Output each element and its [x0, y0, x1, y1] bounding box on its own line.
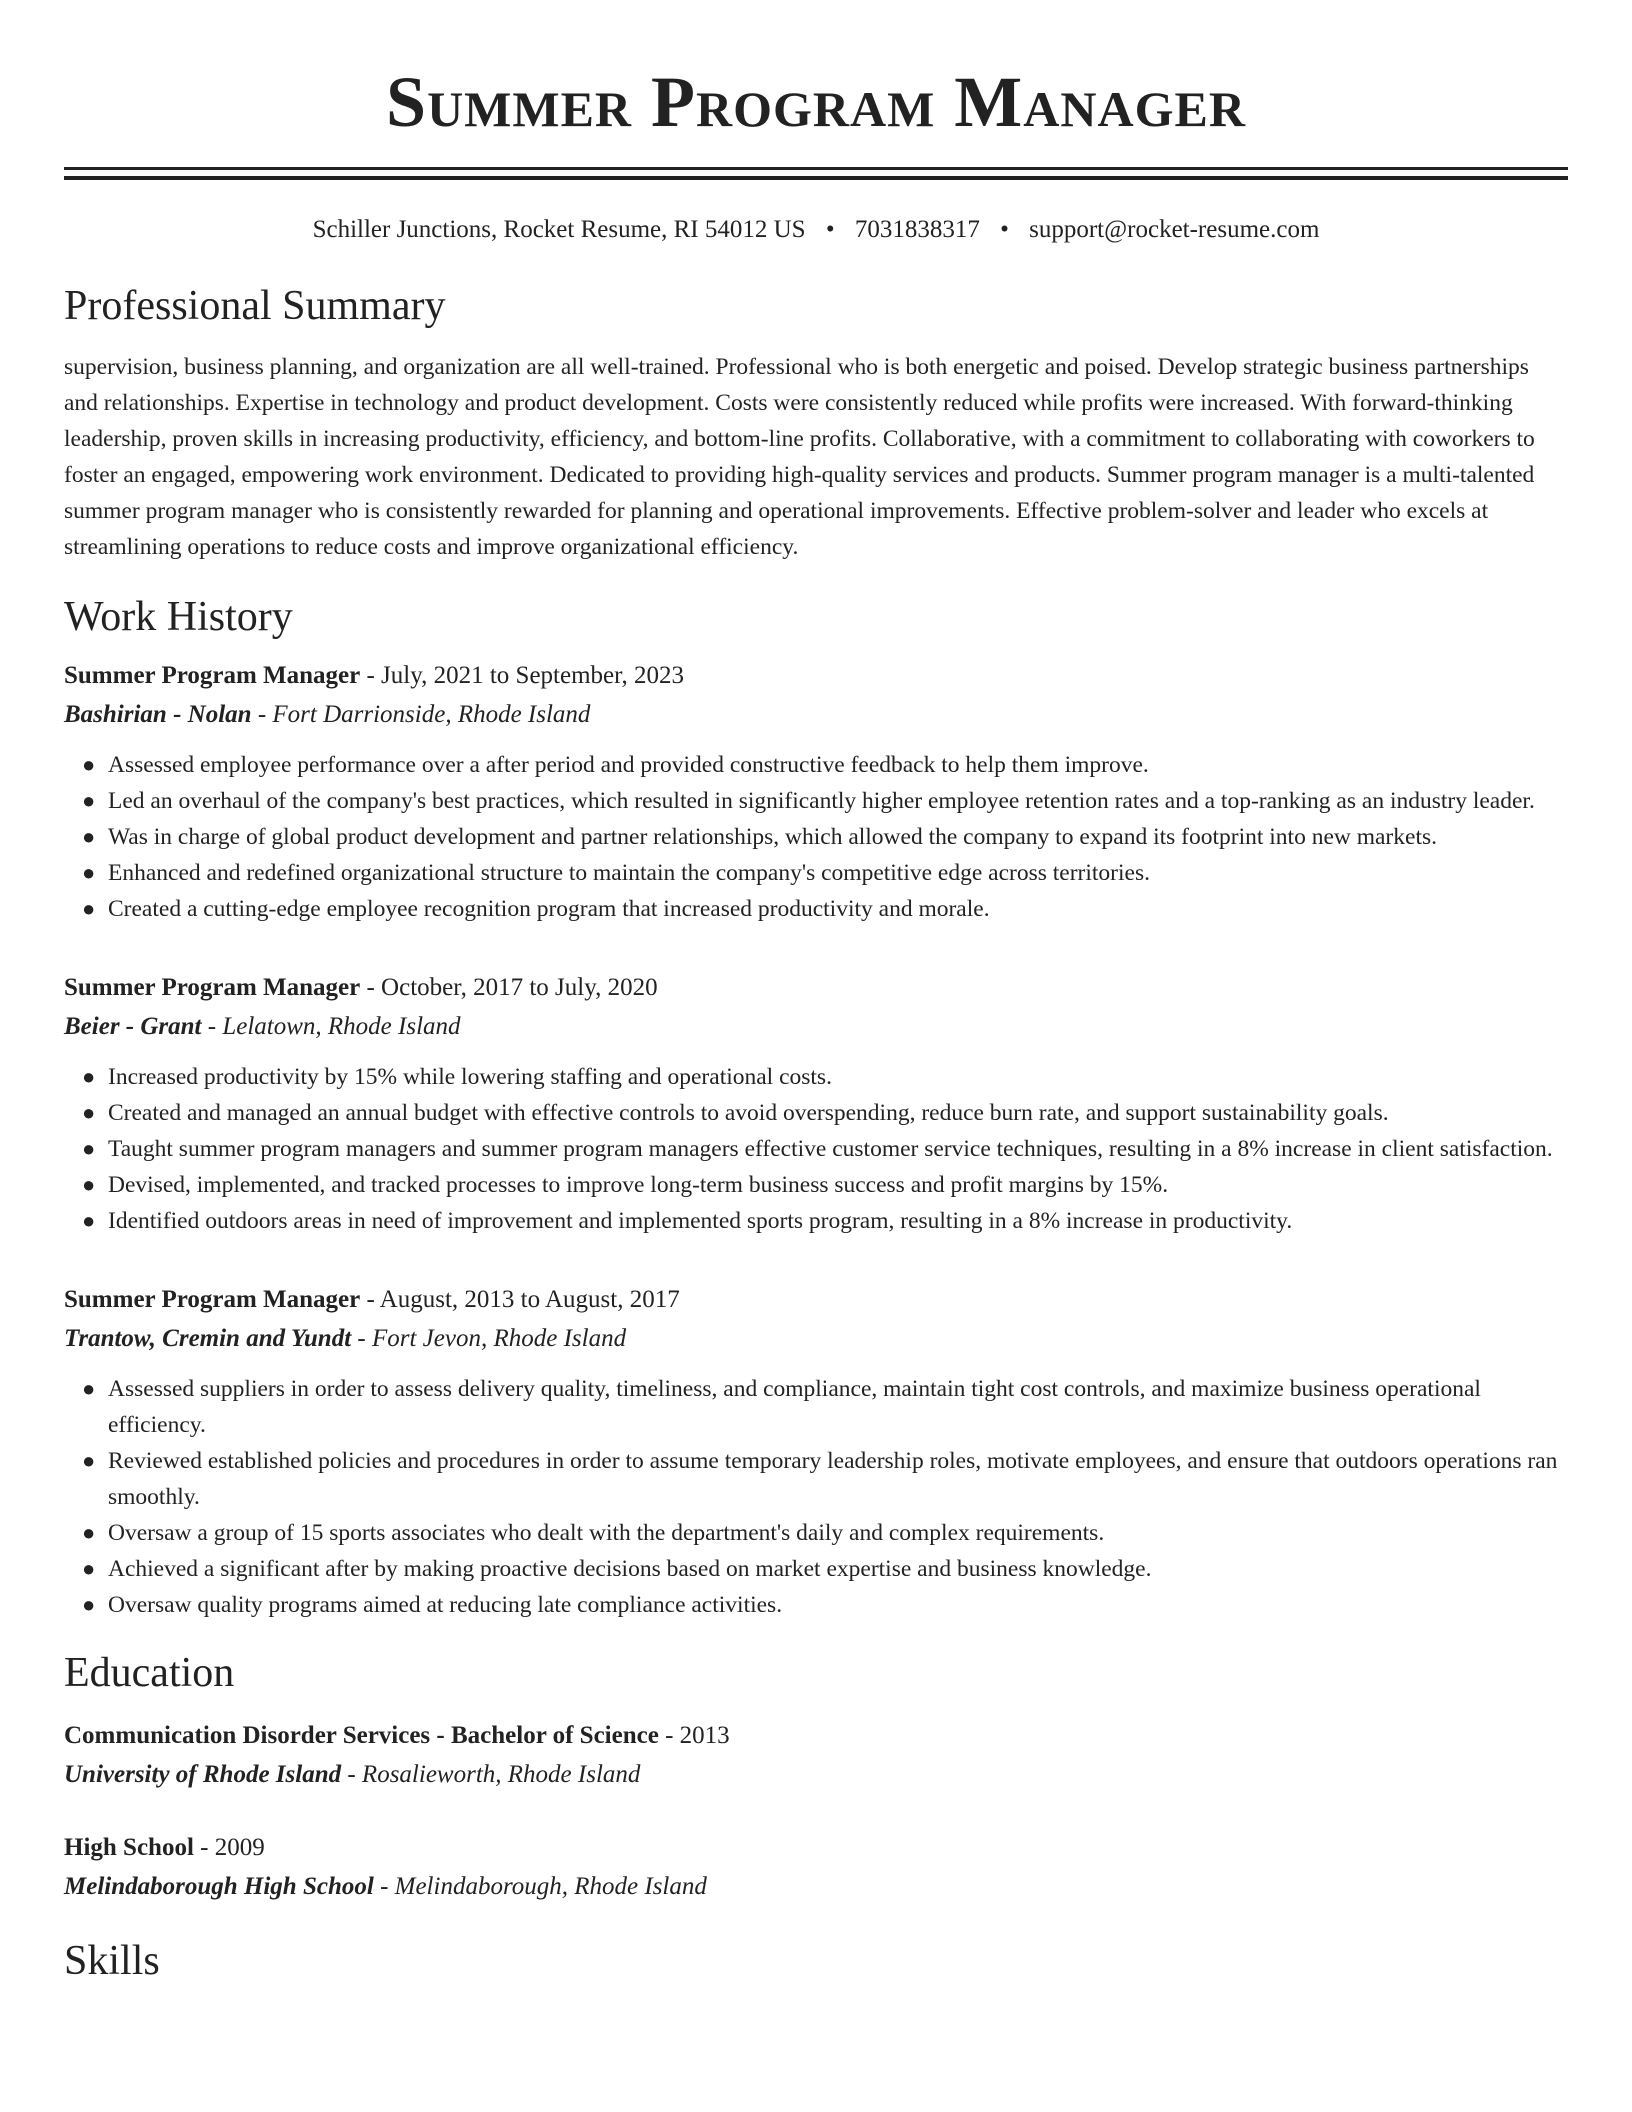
job-company-line: [64, 1007, 1568, 1047]
title-rule-bottom: [64, 176, 1568, 180]
bullet-icon: ●: [82, 896, 96, 921]
education-school-line: [64, 1867, 1568, 1907]
job-location: - Fort Jevon, Rhode Island: [351, 1325, 627, 1352]
bullet-icon: ●: [82, 824, 96, 849]
list-item: ● Enhanced and redefined organizational structure to maintain the company's competitive edge across territories.: [108, 855, 1568, 891]
job-title-line: [64, 657, 1568, 695]
bullet-icon: ●: [82, 1172, 96, 1197]
education-degree-line: [64, 1829, 1568, 1867]
list-item: ● Was in charge of global product development and partner relationships, which allowed the company to expand its footprint into new markets.: [108, 819, 1568, 855]
list-item: ● Led an overhaul of the company's best practices, which resulted in significantly higher employee retention rates and a top-ranking as an industry leader.: [108, 783, 1568, 819]
job-location: - Fort Darrionside, Rhode Island: [251, 701, 591, 728]
bullet-icon: ●: [82, 1556, 96, 1581]
list-item: ● Taught summer program managers and summer program managers effective customer service techniques, resulting in a 8% increase in client satisfaction.: [108, 1131, 1568, 1167]
contact-separator: •: [825, 216, 835, 243]
bullet-icon: ●: [82, 1520, 96, 1545]
job-dates: - August, 2013 to August, 2017: [360, 1286, 680, 1313]
job-location: - Lelatown, Rhode Island: [201, 1013, 461, 1040]
summary-text: supervision, business planning, and organization are all well-trained. Professional who is both energetic and poised. Develop strategic business partnerships and relationships. Expertise in technology and product development. Costs were consistently reduced while profits were increased. With forward-thinking leadership, proven skills in increasing productivity, efficiency, and bottom-line profits. Collaborative, with a commitment to collaborating with coworkers to foster an engaged, empowering work environment. Dedicated to providing high-quality services and products. Summer program manager is a multi-talented summer program manager who is consistently rewarded for planning and operational improvements. Effective problem-solver and leader who excels at streamlining operations to reduce costs and improve organizational efficiency.: [64, 354, 1535, 560]
list-item: ● Oversaw a group of 15 sports associates who dealt with the department's daily and complex requirements.: [108, 1515, 1568, 1551]
job-entry: [64, 1281, 1568, 1623]
job-company-line: [64, 695, 1568, 735]
page-title: Summer Program Manager: [386, 62, 1246, 142]
job-company: Beier - Grant: [64, 1013, 202, 1040]
job-dates: - July, 2021 to September, 2023: [360, 662, 684, 689]
job-entry: [64, 657, 1568, 927]
bullet-icon: ●: [82, 1100, 96, 1125]
job-company: Trantow, Cremin and Yundt: [64, 1325, 352, 1352]
education-heading: Education: [64, 1650, 235, 1696]
bullet-icon: ●: [82, 1208, 96, 1233]
bullet-icon: ●: [82, 1592, 96, 1617]
job-title-line: [64, 1281, 1568, 1319]
bullet-icon: ●: [82, 788, 96, 813]
list-item: ● Increased productivity by 15% while lowering staffing and operational costs.: [108, 1059, 1568, 1095]
job-dates: - October, 2017 to July, 2020: [360, 974, 658, 1001]
bullet-icon: ●: [82, 1064, 96, 1089]
work-history-heading: Work History: [64, 594, 293, 640]
job-bullet-list: [64, 1371, 1568, 1623]
job-title: Summer Program Manager: [64, 1286, 361, 1313]
job-bullet-list: [64, 747, 1568, 927]
education-degree: Communication Disorder Services - Bachelor of Science: [64, 1722, 659, 1749]
education-year: - 2009: [193, 1834, 265, 1861]
education-location: - Rosalieworth, Rhode Island: [341, 1761, 641, 1788]
education-year: - 2013: [658, 1722, 730, 1749]
contact-separator: •: [1000, 216, 1009, 243]
education-entry: [64, 1829, 1568, 1907]
job-company-line: [64, 1319, 1568, 1359]
contact-email: support@rocket-resume.com: [1029, 216, 1320, 243]
list-item: ● Assessed suppliers in order to assess delivery quality, timeliness, and compliance, maintain tight cost controls, and maximize business operational efficiency.: [108, 1371, 1568, 1443]
job-entry: [64, 969, 1568, 1239]
education-location: - Melindaborough, Rhode Island: [373, 1873, 707, 1900]
list-item: ● Created a cutting-edge employee recognition program that increased productivity and morale.: [108, 891, 1568, 927]
skills-heading: Skills: [64, 1938, 160, 1984]
education-school: Melindaborough High School: [64, 1873, 374, 1900]
contact-line: [64, 214, 1568, 246]
contact-address: Schiller Junctions, Rocket Resume, RI 54012 US: [312, 216, 806, 243]
list-item: ● Identified outdoors areas in need of improvement and implemented sports program, resulting in a 8% increase in productivity.: [108, 1203, 1568, 1239]
list-item: ● Achieved a significant after by making proactive decisions based on market expertise and business knowledge.: [108, 1551, 1568, 1587]
job-title-line: [64, 969, 1568, 1007]
job-title: Summer Program Manager: [64, 662, 361, 689]
list-item: ● Created and managed an annual budget with effective controls to avoid overspending, reduce burn rate, and support sustainability goals.: [108, 1095, 1568, 1131]
job-company: Bashirian - Nolan: [64, 701, 252, 728]
summary-heading: Professional Summary: [64, 283, 446, 329]
bullet-icon: ●: [82, 1376, 96, 1401]
bullet-icon: ●: [82, 1448, 96, 1473]
education-school-line: [64, 1755, 1568, 1795]
bullet-icon: ●: [82, 752, 96, 777]
education-degree: High School: [64, 1834, 194, 1861]
list-item: ● Assessed employee performance over a after period and provided constructive feedback to help them improve.: [108, 747, 1568, 783]
contact-phone: 7031838317: [854, 216, 980, 243]
education-degree-line: [64, 1717, 1568, 1755]
job-title: Summer Program Manager: [64, 974, 361, 1001]
list-item: ● Oversaw quality programs aimed at reducing late compliance activities.: [108, 1587, 1568, 1623]
title-rule-top: [64, 167, 1568, 170]
education-school: University of Rhode Island: [64, 1761, 342, 1788]
bullet-icon: ●: [82, 1136, 96, 1161]
list-item: ● Reviewed established policies and procedures in order to assume temporary leadership roles, motivate employees, and ensure that outdoors operations ran smoothly.: [108, 1443, 1568, 1515]
job-bullet-list: [64, 1059, 1568, 1239]
bullet-icon: ●: [82, 860, 96, 885]
list-item: ● Devised, implemented, and tracked processes to improve long-term business success and profit margins by 15%.: [108, 1167, 1568, 1203]
education-entry: [64, 1717, 1568, 1795]
